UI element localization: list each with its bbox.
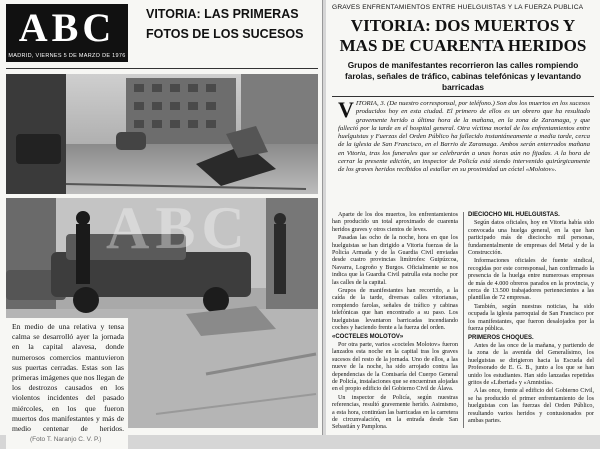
paragraph: Antes de las once de la mañana, y partiendo de la zona de la avenida del Generalísimo, los huelguistas se dirigieron hacia la Escuela del Profesorado de E. G. B., junto a los que se han unido los estudiantes. Han sido lanzadas repetidas gritos de «Libertad» y «Amnistía». xyxy=(468,342,594,386)
abc-logo: ABC xyxy=(18,5,116,50)
paragraph: Grupos de manifestantes han recorrido, a la caída de la tarde, diversas calles vitorianas, rompiendo farolas, señales de tráfico y cabinas telefónicas que han encontrado a su paso. Los huelguistas levantaron barricadas incendiando coches y haciendo frente a la fuerza del orden. xyxy=(332,288,458,332)
article-column-2 xyxy=(468,212,594,426)
caption-text: En medio de una relativa y tensa calma se desarrolló ayer la jornada en la capital alavesa, donde numerosos comercios mantuvieron sus puertas cerradas. Estas son las primeras imágenes que nos llegan de los destrozos causados en los violentos incidentes del pasado miércoles, en los que fueron muertos dos manifestantes y más de medio centenar de heridos. xyxy=(12,322,124,434)
masthead-date: MADRID, VIERNES 5 DE MARZO DE 1976 xyxy=(8,53,126,59)
right-headline: VITORIA: DOS MUERTOS Y MAS DE CUARENTA HERIDOS xyxy=(339,16,587,55)
section-heading: «COCTELES MOLOTOV» xyxy=(332,333,404,340)
right-newspaper-page xyxy=(326,0,600,435)
column-divider xyxy=(463,212,464,428)
paragraph: Pasadas las ocho de la noche, hora en que los huelguistas se han dirigido a Vitoria fuerzas de la Policía Armada y de la Guardia Civil enviadas desde cuatro provincias limítrofes: Guipúzcoa, Navarra, Logroño y Burgos. Oficialmente se nos indica que la Guardia Civil patrulla esta noche por las calles de la capital. xyxy=(332,235,458,286)
divider xyxy=(332,96,594,97)
photo-watermark: ABC xyxy=(106,195,251,261)
section-heading: DIECIOCHO MIL HUELGUISTAS. xyxy=(468,212,560,218)
paragraph: A las once, frente al edificio del Gobierno Civil, se ha producido el primer enfrentamiento de los huelguistas con las fuerzas del Orden Público, resultando varios heridos y contusionados por ambas partes. xyxy=(468,388,594,424)
paragraph: Aparte de los dos muertos, los enfrentamientos han producido un total aproximado de cuarenta heridos graves y otros cientos de leves. xyxy=(332,212,458,233)
photo-credit: (Foto T. Naranjo C. V. P.) xyxy=(30,436,102,444)
paragraph: Un inspector de Policía, según nuestras referencias, resultó gravemente herido. Asimismo, a esta hora, continúan las barricadas en la carretera de circunvalación, en la entrada desde San Sebastián y Pamplona. xyxy=(332,394,458,431)
paragraph: Informaciones oficiales de fuente sindical, recogidas por este corresponsal, han confirmado la presencia de la huelga entre numerosas empresas de más de 4.000 obreros parados en la provincia, y cerca de 13.500 trabajadores pertenecientes a las plantillas de 72 empresas. xyxy=(468,258,594,302)
masthead xyxy=(6,4,128,62)
lead-text: ITORIA, 3. (De nuestro corresponsal, por teléfono.) Son dos los muertos en los sucesos producidos hoy en esta ciudad. El primero de ellos es un obrero que ha resultado gravemente herido a última hora de la mañana, en la zona de Zaramaga, y que falleció por la tarde en el hospital general. Otra víctima mortal de los enfrentamientos entre huelguistas y Fuerzas del Orden Público ha fallecido instantáneamente a media tarde, cerca de la iglesia de San Francisco, en el Barrio de Zaramaga. Ambos serán enterrados mañana en Vitoria, tras los funerales que se celebrarán a unas horas aún no fijadas. A la hora de cerrar la presente edición, un inspector de Policía está siendo intervenido quirúrgicamente de los graves heridos recibidos al estallar en su proximidad un cóctel «Molotov». xyxy=(338,100,590,174)
drop-cap: V xyxy=(338,97,354,122)
kicker: GRAVES ENFRENTAMIENTOS ENTRE HUELGUISTAS Y LA FUERZA PUBLICA xyxy=(332,4,584,11)
section-heading: PRIMEROS CHOQUES. xyxy=(468,334,534,341)
lead-paragraph xyxy=(338,97,590,175)
paragraph: Según datos oficiales, hoy en Vitoria había sido convocada una huelga general, en la que han participado más de dieciocho mil personas, fundamentalmente de empresas del Metal y de la Construcción. xyxy=(468,220,594,257)
subheadline: Grupos de manifestantes recorrieron las calles rompiendo farolas, señales de tráfico, cabinas telefónicas y levantando barricadas xyxy=(344,60,582,92)
article-column-1 xyxy=(332,212,458,433)
paragraph: También, según nuestras noticias, ha sido ocupada la iglesia parroquial de San Francisco por los manifestantes, que fueron desalojados por la fuerza pública. xyxy=(468,303,594,333)
divider xyxy=(6,68,318,69)
paragraph: Por otra parte, varios «cocteles Molotov» fueron lanzados esta noche en la capital tras los graves sucesos del resto de la jornada. Uno de ellos, a las nueve de la noche, ha sido arrojado contra las dependencias de la Comisaría del Cuerpo General de Policía, instalaciones que se encuentran alojadas en el propio edificio del Gobierno Civil de Álava. xyxy=(332,341,458,393)
photo-caption xyxy=(6,318,128,449)
left-headline: VITORIA: LAS PRIMERAS FOTOS DE LOS SUCESOS xyxy=(146,7,304,41)
